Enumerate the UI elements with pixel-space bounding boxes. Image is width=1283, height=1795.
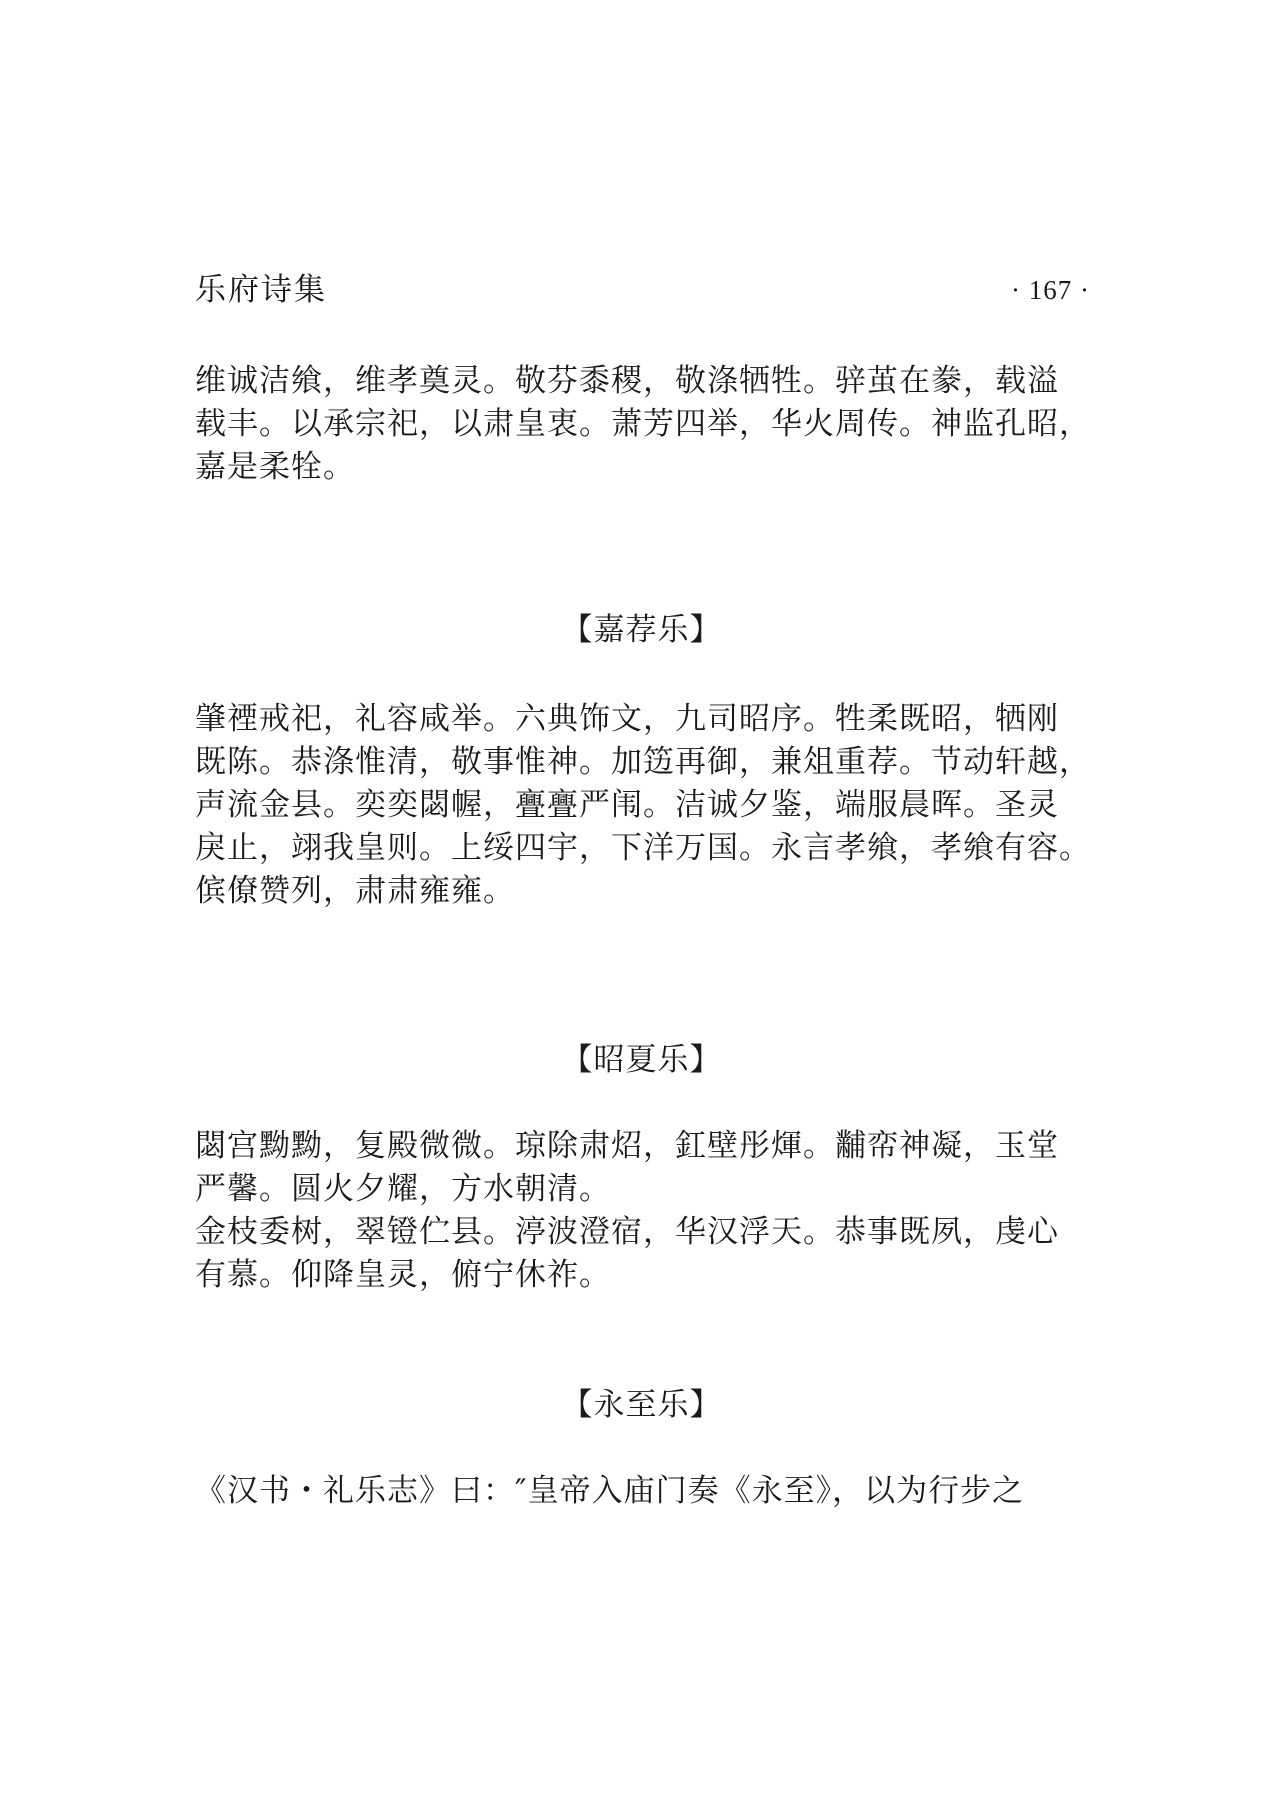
- page-header: [195, 270, 1090, 310]
- section-title-zhaoxia: 【昭夏乐】: [561, 1042, 722, 1078]
- text-line: 閟宫黝黝，复殿微微。琼除肃炤，釭壁彤煇。黼帟神凝，玉堂: [195, 1128, 1059, 1164]
- text-line: 傧僚赞列，肃肃雍雍。: [195, 873, 515, 909]
- section-title-jiajian: 【嘉荐乐】: [561, 612, 722, 648]
- section-body-zhaoxia: [195, 1125, 1120, 1297]
- text-line: 载丰。以承宗祀，以肃皇衷。萧芳四举，华火周传。神监孔昭，: [195, 406, 1091, 442]
- text-line: 维诚洁飨，维孝奠灵。敬芬黍稷，敬涤牺牲。骍茧在豢，载溢: [195, 363, 1059, 399]
- text-line: 戾止，翊我皇则。上绥四宇，下洋万国。永言孝飨，孝飨有容。: [195, 830, 1091, 866]
- text-line: 声流金县。奕奕閟幄，亹亹严闱。洁诚夕鉴，端服晨晖。圣灵: [195, 787, 1059, 823]
- intro-paragraph: [195, 360, 1120, 489]
- text-line: 既陈。恭涤惟清，敬事惟神。加笾再御，兼俎重荐。节动轩越，: [195, 744, 1091, 780]
- section-body-jiajian: [195, 698, 1120, 913]
- page-number: · 167 ·: [1011, 275, 1090, 305]
- text-line: 金枝委树，翠镫伫县。渟波澄宿，华汉浮天。恭事既夙，虔心: [195, 1214, 1059, 1250]
- text-line: 严馨。圆火夕耀，方水朝清。: [195, 1171, 611, 1207]
- section-body-yongzhi: 《汉书・礼乐志》曰：″皇帝入庙门奏《永至》，以为行步之: [195, 1473, 1025, 1509]
- text-line: 有慕。仰降皇灵，俯宁休祚。: [195, 1257, 611, 1293]
- book-title: 乐府诗集: [195, 272, 327, 308]
- text-line: 嘉是柔牷。: [195, 449, 355, 485]
- text-line: 肇禋戒祀，礼容咸举。六典饰文，九司昭序。牲柔既昭，牺刚: [195, 701, 1059, 737]
- section-title-yongzhi: 【永至乐】: [561, 1387, 722, 1423]
